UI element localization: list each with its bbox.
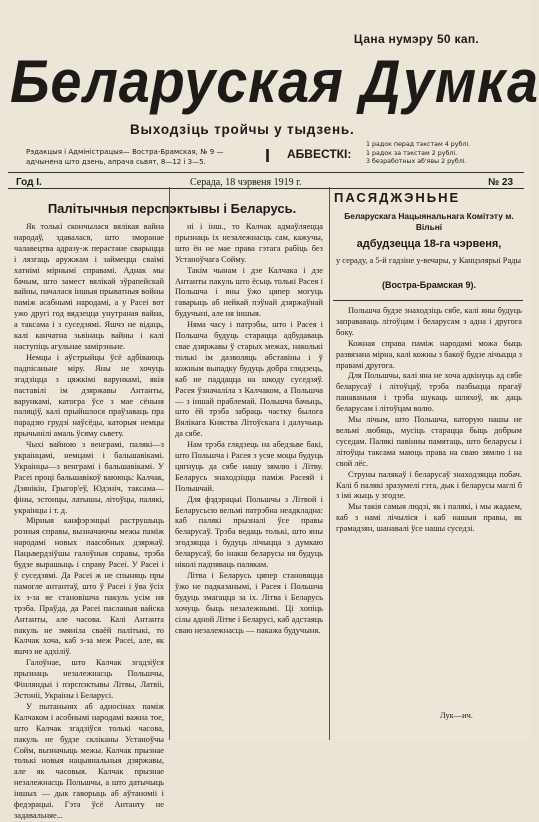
article-paragraph: У пытаньнях аб адносінах паміж Калчаком і асобнымі народамі важна тое, што Калчак згадзіўся толькі часова, пакуль не будзе скліканы Устаноўчы Сойм, вызначыць межы. Калчак прызнае толькі новыя нацыянальныя дзяржавы, але як часовыя. Калчак прызнае незалежнасць Польшчы, а што датычыць іншых — дык гаворыць аб аўтаноміі і федэрацыі. Гэта ўсё Антанту не задавальняе... [14, 701, 164, 820]
article-paragraph: Няма часу і патрэбы, што і Расея і Польшча будуць старацца адбудаваць свае дзяржавы ў старых межах, наколькі толькі ім дазволяць абставіны і ў кожным выпадку будуць добра глядзець, каб не паддацца на шкоду суседзяў. Расея ўзначаліла з Калчаком, а Польшча — з іншай праблемай. Польшча бачыць, што ёй трэба забраць частку былога Вялікага Княства Літоўскага і далучыць да сябе. [175, 320, 323, 439]
column-divider [169, 187, 170, 740]
article-paragraph: Мірныя канфэрэнцыі раструшыць розныя справы, вызначаючы межы паміж народамі новых паасобных дзяржаў. Пацьвердзіўшы галоўныя справы, трэба будзе вырашыць і справу Расеі. У Расеі і ў суседзямі. Да Расеі ж не спыняць пры памогле антантаў, што ў Расеі і ўва ўсіх іх з-за яе становішча пакуль усім ня трэба. Праўда, да Расеі пасланыя вайска Антанты, але часова. Калі Антанта пакуль не змяніла сваёй палітыкі, то Калчак хоча, каб з-за меж Расеі, але, як яшчэ не адхіліў. [14, 516, 164, 657]
article-headline: Палітычныя перспэктывы і Беларусь. [47, 201, 297, 216]
newspaper-title: Беларуская Думка [10, 48, 539, 115]
issue-date: Серада, 18 чэрвеня 1919 г. [190, 177, 302, 188]
issue-number: № 23 [488, 177, 514, 188]
notice-place: (Вострa-Брамская 9). [381, 280, 477, 290]
article-paragraph: Немцы і аўстрыйцы ўсё адбіваюць падпісаньне міру. Яны не хочуць згадзіцца з цяжкімі варункамі, якія паставілі ім дзяржавы Антанты, варункамі, катогра ўсе з мае сёньня паляціў, калі прыйшлося праўзаваць пра парадзю грудзі наўсёды, каторыя немцы прычынілі амаль ўсяму сьвету. [14, 352, 164, 439]
article-paragraph: Нам трэба глядзець на абедзьве бакі, што Польшча і Расея з усяе моцы будуць цягнуць да сябе нашу зямлю і Літву. Беларусь знаходзіцца паміж Расеяй і Польшчай. [175, 440, 323, 493]
article-signature: Лук—ич. [440, 711, 473, 720]
column-divider [329, 187, 330, 740]
notice-heading: ПАСЯДЖЭНЬНЕ [334, 190, 461, 205]
newspaper-subtitle: Выходзіць тройчы у тыдзень. [130, 122, 355, 137]
editorial-address: Рэдакцыя і Адміністрацыя— Вострa-Брамская, № 9 — адчынена што дзень, апрача сьвят, 8—12 і 3—5. [26, 148, 224, 166]
article-paragraph: Струны палякаў і беларусаў знаходзяцца побач. Калі б палякі зразумелі гэта, дык і беларусы маглі б з імі жыць у згодзе. [336, 469, 522, 501]
article-paragraph: Для фэдэрацыі Польшчы з Літвой і Беларусьсю вельмі патрэбна неадкладна: каб палякі прызналі ўсе правы беларусаў. Трэба ведаць толькі, што яны згодзяцца і будуць лічыцца з думкаю беларусаў, бо інакш беларусы ня будуць ніколі падпяваць палякам. [175, 494, 323, 570]
notice-when: адбудзецца 18-га чэрвеня, [356, 238, 502, 250]
article-paragraph: Кожная справа паміж народамі можа быць развязана мірна, калі кожны з бакоў будзе лічыцца з правамі другога. [336, 338, 522, 370]
issue-price: Цана нумэру 50 кап. [353, 32, 479, 46]
article-paragraph: ні і інш., то Калчак адмаўляецца прызнаць іх незалежнасць сам, кажучы, што ён не мае права гэтага рабіць без Устаноўчага Сойму. [175, 222, 323, 264]
article-paragraph: Для Польшчы, калі яна не хоча адкінуць ад сябе беларусаў і літоўцаў, трэба пазбыцца прагаў панаваньня і трэба шукаць шляхоў, як даць беларусам і літоўцам волю. [336, 371, 522, 414]
article-column-left [14, 222, 164, 822]
ads-rates [366, 141, 470, 167]
notice-detail: у сераду, а 5-й гадзіне у-вечары, у Канцэлярыі Рады [336, 256, 522, 265]
header-divider-bottom [8, 188, 524, 189]
notice-organization: Беларускага Нацыянальнага Комітэту м. Вільні [344, 211, 514, 232]
ads-rate-line: 1 радок за тэкстам 2 рублі. [366, 149, 458, 157]
article-paragraph: Такім чынам і дзе Калчака і дзе Антанты пакуль што ёсьць толькі Расея і Польшча і яны ўжо цяпер могуць гаварыць аб нейкай пэўнай дзяржаўнай будучыні, але ня іншыя. [175, 265, 323, 319]
roman-numeral: I [265, 146, 271, 166]
article-paragraph: Польшча будзе знаходзіць сябе, калі яны будуць заправаваць літоўцам і беларусам з адна і другога боку. [336, 306, 522, 337]
article-paragraph: Як толькі скончылася вялікая вайна народаў, здавалася, што зморанае чалавецтва адразу-ж перастане сварыцца і лязгаць аружжам і займецца сваімі хатнімі мірнымі справамі. Аднак мы бачым, што замест вялікай эўрапейскай вайны, пачалася іншыя прыватныя войны паміж асабнымі народамі, а у Расеі вот ужо другі год вядзецца унутраная вайна, а таксама і з суседзямі. Яшчэ не відаць, калі канчатна зьвінаць вайны і калі наступіць агульнае замірэньне. [14, 222, 164, 351]
ads-rate-line: 1 радок перад тэкстам 4 рублі. [366, 141, 471, 148]
article-column-right [336, 306, 522, 535]
article-paragraph: Чыхі вайною з венграмі, палякі—з украінцамі, немцамі і бальшавікамі. Украінцы—з венграмі і бальшавікамі. У Расеі проці бальшавікоў ваююць: Калчак, Дзянікін, Грыгор'еў, Юдэніч, таксама—фіны, эстонцы, латышы, літоўцы, палякі, украінцы і т. д. [14, 440, 164, 515]
article-paragraph: Мы лічым, што Польшча, каторую нашы не вельмі любяць, мусіць старацца быць добрым суседам. Палякі павінны памятаць, што беларусы і літоўцы таксама маюць права на сваю зямлю і на свой лёс. [336, 415, 522, 468]
issue-year: Год I. [16, 177, 42, 188]
header-divider-top [8, 172, 524, 173]
article-paragraph: Галоўнае, што Калчак згадзіўся прызнаць незалежнасць Польшчы, Фінляндыі і пэрспэктывы Літвы, Латвіі, Эстоніі, Украіны і Беларусі. [14, 658, 164, 700]
article-column-middle [175, 222, 323, 636]
ads-label: АБВЕСТКІ: [287, 147, 352, 161]
article-paragraph: Літва і Беларусь цяпер становяцца ўжо не падказанымі, і Расея і Польшча будуць змагацца за іх. Літва і Беларусь хочуць быць незалежнымі. Ці хопіць сілы адной Літве і Беларусі, каб адстаяць сваю незалежнасць — пакажа будучыня. [175, 571, 323, 635]
article-paragraph: Мы такія самыя людзі, як і палякі, і мы жадаем, каб з намі лічыліся і каб нашыя правы, як грамадзян, шанавалі ўсе нашы суседзі. [336, 502, 522, 534]
ads-rate-line: 3 безработных аб'явы 2 рублі. [366, 158, 467, 165]
notice-divider [333, 300, 523, 301]
